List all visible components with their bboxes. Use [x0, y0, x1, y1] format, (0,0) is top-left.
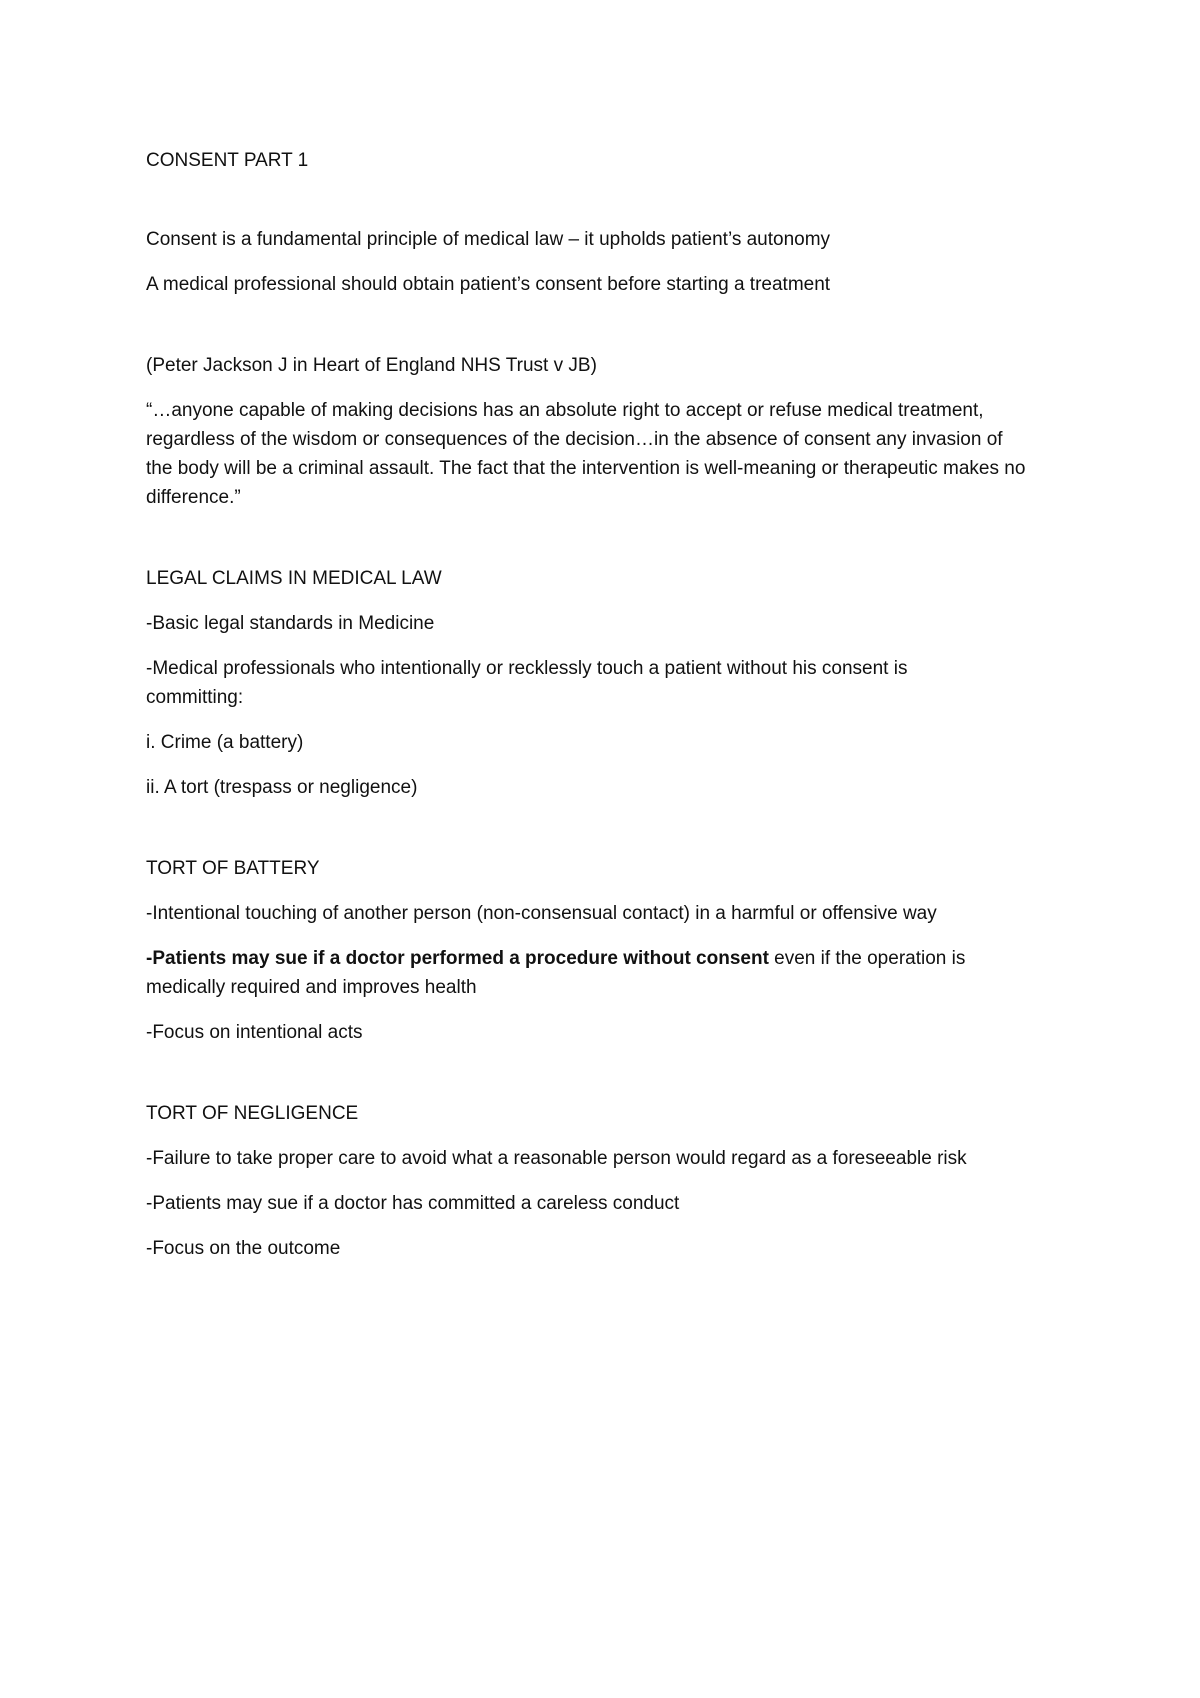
intro-line-2: A medical professional should obtain patient’s consent before starting a treatment: [146, 274, 831, 295]
tort-negligence-heading: TORT OF NEGLIGENCE: [146, 1103, 359, 1124]
legal-claims-heading: LEGAL CLAIMS IN MEDICAL LAW: [146, 568, 442, 589]
legal-claims-item-4: ii. A tort (trespass or negligence): [146, 777, 418, 798]
tort-negligence-item-3: -Focus on the outcome: [146, 1238, 341, 1259]
tort-negligence-item-1: -Failure to take proper care to avoid what a reasonable person would regard as a foreseeable risk: [146, 1148, 967, 1169]
document-title: CONSENT PART 1: [146, 150, 309, 171]
tort-battery-item-2-emphasis: -Patients may sue if a doctor performed a procedure without consent: [146, 948, 769, 969]
document-body: [146, 146, 1076, 1279]
tort-battery-item-2: [146, 944, 1026, 1002]
tort-battery-item-3: -Focus on intentional acts: [146, 1022, 363, 1043]
legal-claims-item-3: i. Crime (a battery): [146, 732, 304, 753]
tort-negligence-item-2: -Patients may sue if a doctor has committed a careless conduct: [146, 1193, 680, 1214]
tort-battery-heading: TORT OF BATTERY: [146, 858, 320, 879]
tort-battery-item-2-rest: even if the operation is medically required and improves health: [146, 948, 966, 998]
quote-source: (Peter Jackson J in Heart of England NHS Trust v JB): [146, 355, 597, 376]
tort-battery-item-1: -Intentional touching of another person (non-consensual contact) in a harmful or offensive way: [146, 903, 937, 924]
intro-line-1: Consent is a fundamental principle of medical law – it upholds patient’s autonomy: [146, 229, 831, 250]
quote-text: “…anyone capable of making decisions has an absolute right to accept or refuse medical treatment, regardless of the wisdom or consequences of the decision…in the absence of consent any invasion of the body will be a criminal assault. The fact that the intervention is well-meaning or therapeutic makes no difference.”: [146, 400, 1026, 508]
legal-claims-item-2: -Medical professionals who intentionally or recklessly touch a patient without his consent is committing:: [146, 658, 908, 708]
legal-claims-item-1: -Basic legal standards in Medicine: [146, 613, 435, 634]
